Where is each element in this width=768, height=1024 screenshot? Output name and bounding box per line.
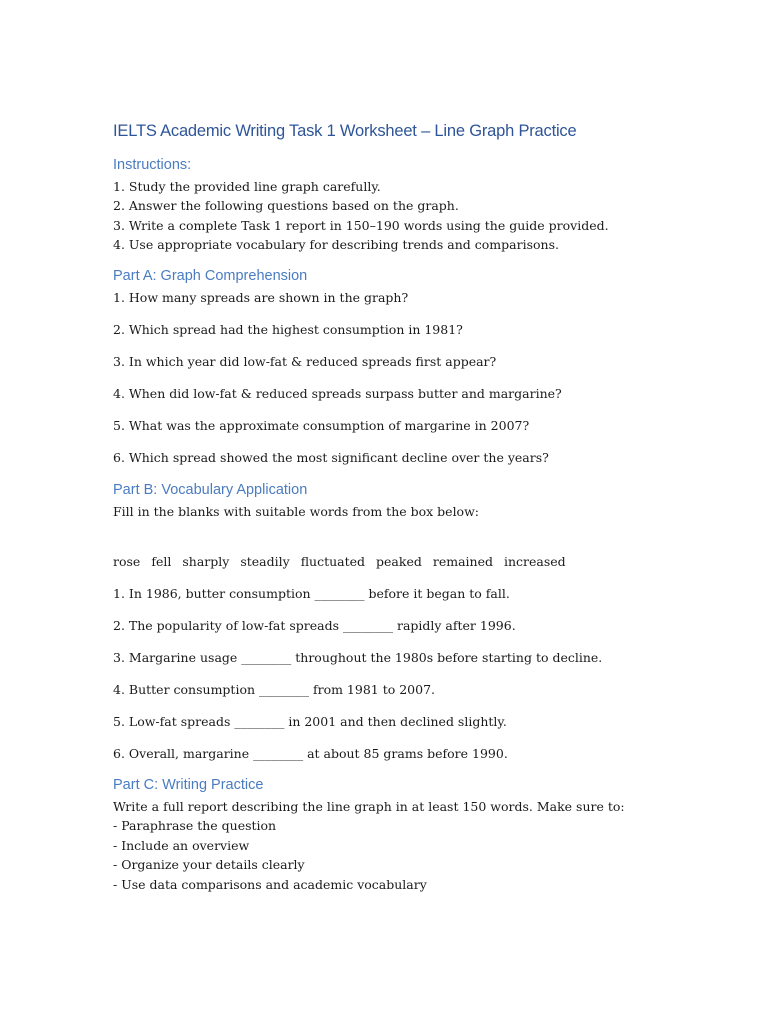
comprehension-question: 3. In which year did low-fat & reduced spreads first appear?	[113, 354, 497, 370]
instructions-heading: Instructions:	[113, 157, 192, 173]
word-box	[113, 552, 728, 571]
word-box-item: sharply	[182, 553, 230, 569]
instructions-section	[113, 157, 728, 254]
comprehension-question: 1. How many spreads are shown in the graph?	[113, 290, 409, 306]
fill-in-sentence: 3. Margarine usage ________ throughout the 1980s before starting to decline.	[113, 649, 603, 665]
part-b-heading: Part B: Vocabulary Application	[113, 482, 308, 499]
part-a-section	[113, 268, 728, 467]
part-c-line: Write a full report describing the line graph in at least 150 words. Make sure to:	[113, 798, 625, 814]
word-box-item: fell	[151, 553, 172, 569]
comprehension-question: 4. When did low-fat & reduced spreads surpass butter and margarine?	[113, 386, 562, 402]
fill-in-sentence: 4. Butter consumption ________ from 1981 to 2007.	[113, 681, 436, 697]
instruction-item: 2. Answer the following questions based on the graph.	[113, 198, 459, 214]
comprehension-question: 6. Which spread showed the most significant decline over the years?	[113, 450, 549, 466]
document-title: IELTS Academic Writing Task 1 Worksheet – Line Graph Practice	[113, 122, 577, 140]
fill-in-sentence: 1. In 1986, butter consumption ________ before it began to fall.	[113, 585, 510, 601]
part-c-heading: Part C: Writing Practice	[113, 776, 264, 793]
instruction-item: 4. Use appropriate vocabulary for describing trends and comparisons.	[113, 236, 559, 252]
part-c-line: - Organize your details clearly	[113, 857, 305, 873]
part-b-section	[113, 482, 728, 762]
fill-in-sentence: 6. Overall, margarine ________ at about 85 grams before 1990.	[113, 745, 508, 761]
instruction-item: 3. Write a complete Task 1 report in 150–190 words using the guide provided.	[113, 217, 609, 233]
part-b-intro: Fill in the blanks with suitable words from the box below:	[113, 504, 479, 520]
part-c-line: - Include an overview	[113, 837, 250, 853]
word-box-item: fluctuated	[300, 553, 366, 569]
part-c-line: - Paraphrase the question	[113, 818, 277, 834]
part-b-sentence-list	[113, 584, 728, 763]
word-box-item: remained	[432, 553, 493, 569]
part-c-line: - Use data comparisons and academic vocabulary	[113, 876, 427, 892]
word-box-item: peaked	[376, 553, 422, 569]
part-a-question-list	[113, 288, 728, 467]
word-box-item: rose	[113, 553, 141, 569]
word-box-item: steadily	[240, 553, 290, 569]
instruction-item: 1. Study the provided line graph carefully.	[113, 179, 381, 194]
word-box-item: increased	[504, 553, 566, 569]
fill-in-sentence: 5. Low-fat spreads ________ in 2001 and then declined slightly.	[113, 713, 507, 729]
comprehension-question: 5. What was the approximate consumption of margarine in 2007?	[113, 418, 530, 434]
part-c-section	[113, 777, 728, 895]
part-a-heading: Part A: Graph Comprehension	[113, 268, 308, 285]
comprehension-question: 2. Which spread had the highest consumption in 1981?	[113, 322, 463, 338]
fill-in-sentence: 2. The popularity of low-fat spreads ________ rapidly after 1996.	[113, 617, 516, 633]
